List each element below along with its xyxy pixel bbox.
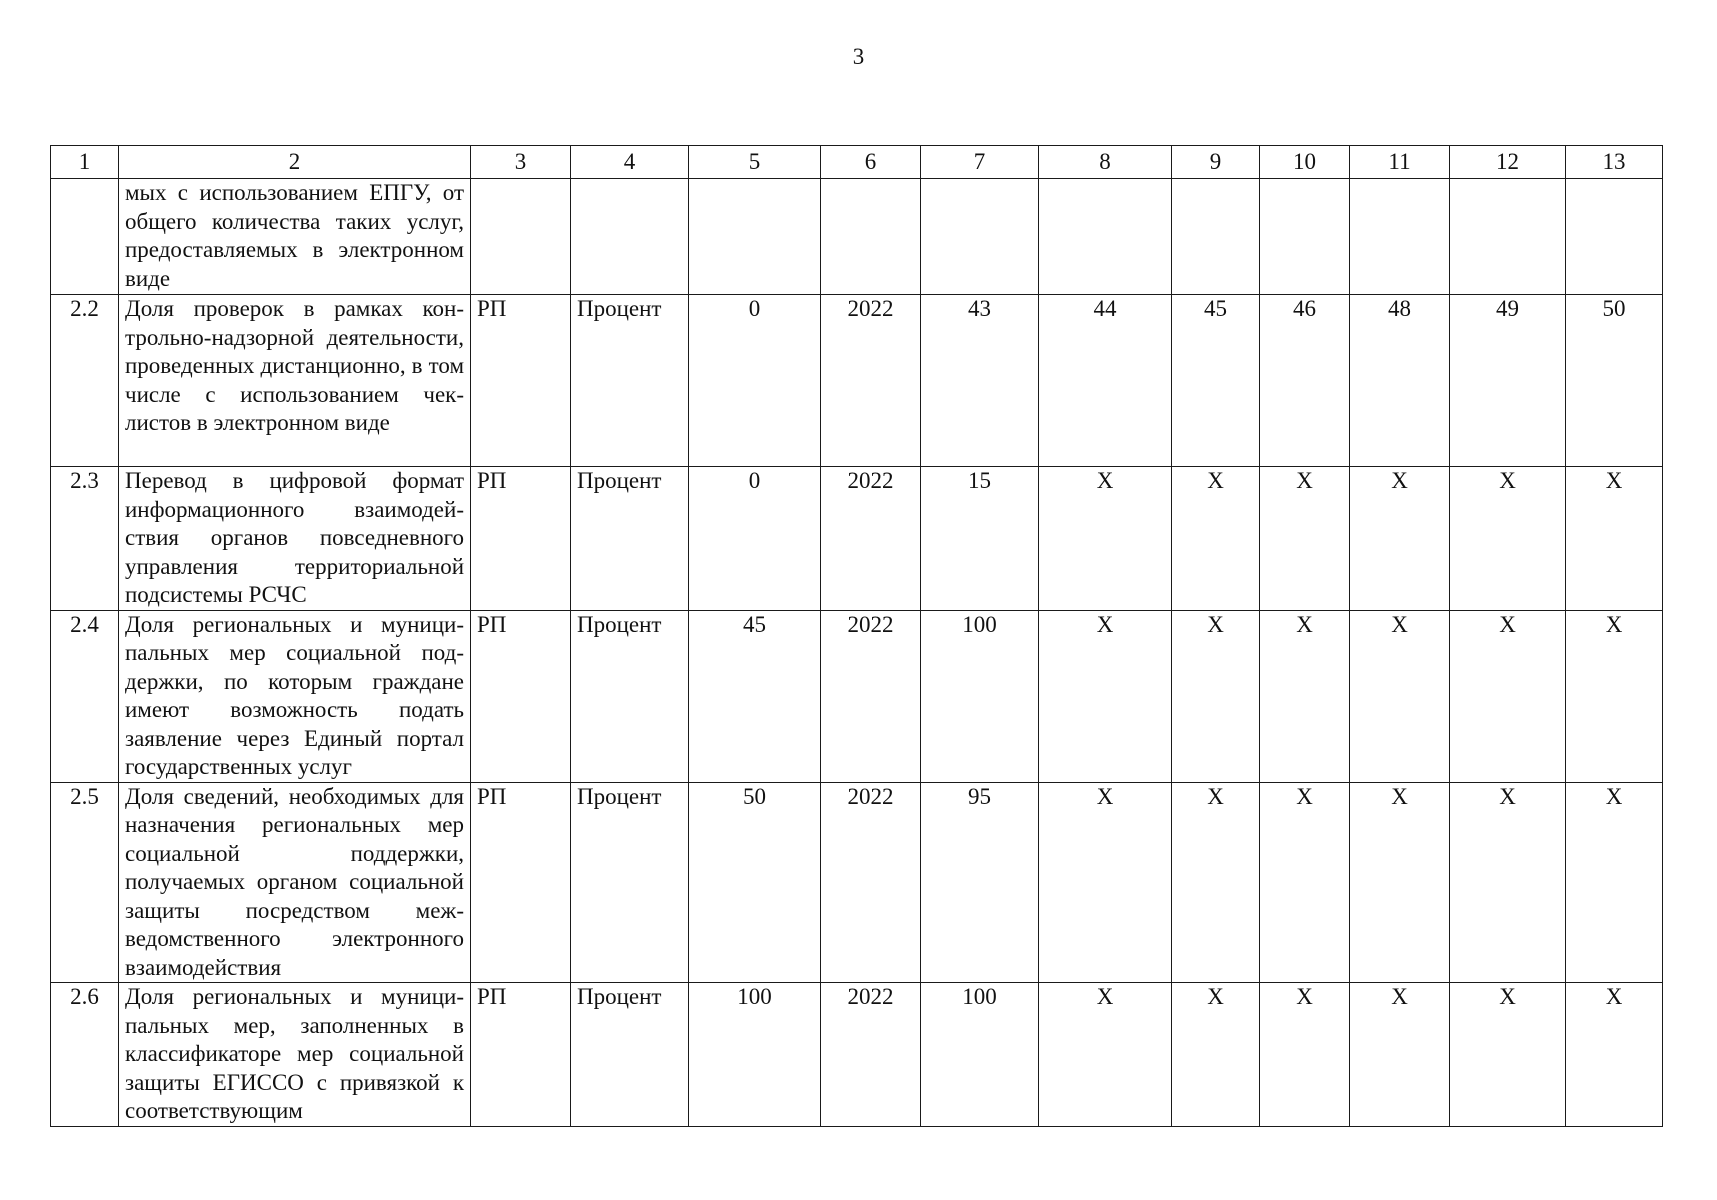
value-cell: 48 — [1350, 295, 1450, 467]
value-cell — [1566, 179, 1663, 295]
value-cell: 100 — [921, 983, 1039, 1127]
value-cell: 44 — [1039, 295, 1172, 467]
value-cell: Х — [1450, 782, 1566, 983]
column-header: 6 — [821, 146, 921, 179]
value-cell: Х — [1039, 782, 1172, 983]
base-value-cell: 50 — [689, 782, 821, 983]
column-header: 13 — [1566, 146, 1663, 179]
unit-cell: Процент — [571, 983, 689, 1127]
value-cell — [1039, 179, 1172, 295]
source-cell: РП — [471, 983, 571, 1127]
value-cell: Х — [1566, 782, 1663, 983]
value-cell — [921, 179, 1039, 295]
table-row — [51, 467, 1663, 611]
column-header: 4 — [571, 146, 689, 179]
table-row — [51, 179, 1663, 295]
value-cell — [1450, 179, 1566, 295]
column-header: 1 — [51, 146, 119, 179]
value-cell: Х — [1350, 467, 1450, 611]
source-cell: РП — [471, 610, 571, 782]
table-row — [51, 295, 1663, 467]
base-year-cell: 2022 — [821, 295, 921, 467]
row-number: 2.3 — [51, 467, 119, 611]
table-row — [51, 610, 1663, 782]
unit-cell: Процент — [571, 782, 689, 983]
value-cell: Х — [1172, 983, 1260, 1127]
source-cell: РП — [471, 295, 571, 467]
row-number: 2.6 — [51, 983, 119, 1127]
value-cell: Х — [1566, 610, 1663, 782]
value-cell: Х — [1260, 610, 1350, 782]
base-value-cell: 0 — [689, 295, 821, 467]
value-cell: 100 — [921, 610, 1039, 782]
value-cell — [1350, 179, 1450, 295]
value-cell — [1260, 179, 1350, 295]
indicators-table — [50, 145, 1663, 1127]
value-cell: 46 — [1260, 295, 1350, 467]
value-cell: Х — [1039, 467, 1172, 611]
source-cell: РП — [471, 782, 571, 983]
value-cell: Х — [1350, 782, 1450, 983]
value-cell: 45 — [1172, 295, 1260, 467]
base-year-cell: 2022 — [821, 983, 921, 1127]
value-cell: Х — [1172, 467, 1260, 611]
row-number: 2.4 — [51, 610, 119, 782]
column-header: 3 — [471, 146, 571, 179]
value-cell: Х — [1566, 983, 1663, 1127]
unit-cell — [571, 179, 689, 295]
value-cell: Х — [1039, 610, 1172, 782]
column-header: 5 — [689, 146, 821, 179]
source-cell: РП — [471, 467, 571, 611]
value-cell: 15 — [921, 467, 1039, 611]
page-number: 3 — [852, 44, 865, 69]
indicator-description: Доля региональных и муниципальных мер, заполненных в классификаторе мер социальной защиты ЕГИССО с привязкой к соответствующим — [119, 983, 471, 1127]
base-year-cell: 2022 — [821, 610, 921, 782]
column-header: 9 — [1172, 146, 1260, 179]
value-cell: Х — [1350, 610, 1450, 782]
table-row — [51, 782, 1663, 983]
value-cell: Х — [1350, 983, 1450, 1127]
column-header: 10 — [1260, 146, 1350, 179]
column-header: 11 — [1350, 146, 1450, 179]
value-cell: Х — [1450, 983, 1566, 1127]
column-header: 8 — [1039, 146, 1172, 179]
column-header: 7 — [921, 146, 1039, 179]
base-year-cell: 2022 — [821, 782, 921, 983]
value-cell: Х — [1566, 467, 1663, 611]
value-cell: Х — [1172, 782, 1260, 983]
value-cell — [1172, 179, 1260, 295]
value-cell: Х — [1450, 610, 1566, 782]
base-value-cell — [689, 179, 821, 295]
indicator-description: мых с использованием ЕПГУ, от общего количества таких услуг, предоставляемых в электронном виде — [119, 179, 471, 295]
base-year-cell — [821, 179, 921, 295]
value-cell: Х — [1260, 983, 1350, 1127]
column-header: 12 — [1450, 146, 1566, 179]
row-number — [51, 179, 119, 295]
column-header: 2 — [119, 146, 471, 179]
value-cell: 95 — [921, 782, 1039, 983]
indicator-description: Перевод в цифровой формат информационного взаимодействия органов повседневного управления территориальной подсистемы РСЧС — [119, 467, 471, 611]
base-value-cell: 0 — [689, 467, 821, 611]
row-number: 2.5 — [51, 782, 119, 983]
table-header-row — [51, 146, 1663, 179]
unit-cell: Процент — [571, 610, 689, 782]
value-cell: Х — [1260, 782, 1350, 983]
indicator-description: Доля проверок в рамках контрольно-надзорной деятельности, проведенных дистанционно, в том числе с использованием чек-листов в электронном виде — [119, 295, 471, 467]
value-cell: Х — [1450, 467, 1566, 611]
value-cell: 50 — [1566, 295, 1663, 467]
source-cell — [471, 179, 571, 295]
table-row — [51, 983, 1663, 1127]
unit-cell: Процент — [571, 295, 689, 467]
value-cell: 49 — [1450, 295, 1566, 467]
value-cell: Х — [1172, 610, 1260, 782]
value-cell: Х — [1039, 983, 1172, 1127]
base-year-cell: 2022 — [821, 467, 921, 611]
indicator-description: Доля региональных и муниципальных мер социальной поддержки, по которым граждане имеют возможность подать заявление через Единый портал государственных услуг — [119, 610, 471, 782]
row-number: 2.2 — [51, 295, 119, 467]
base-value-cell: 100 — [689, 983, 821, 1127]
indicator-description: Доля сведений, необходимых для назначения региональных мер социальной поддержки, получаемых органом социальной защиты посредством межведомственного электронного взаимодействия — [119, 782, 471, 983]
base-value-cell: 45 — [689, 610, 821, 782]
value-cell: Х — [1260, 467, 1350, 611]
value-cell: 43 — [921, 295, 1039, 467]
unit-cell: Процент — [571, 467, 689, 611]
